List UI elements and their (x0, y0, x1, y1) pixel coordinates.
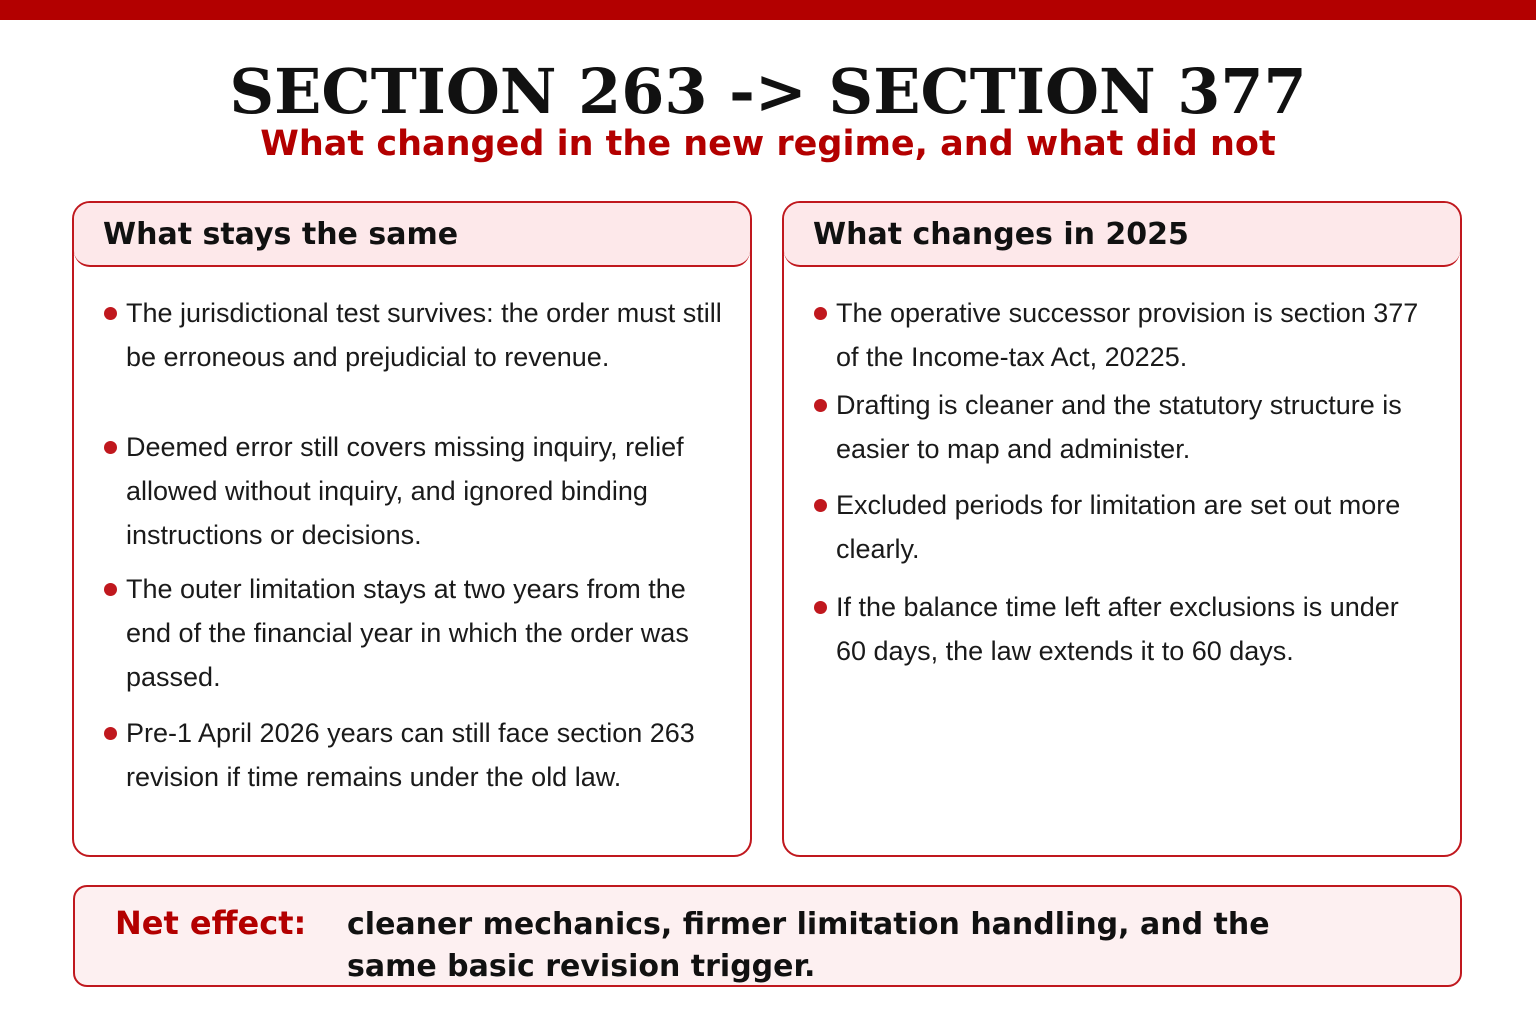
stays-same-item-1 (126, 291, 726, 379)
changes-item-text: The operative successor provision is section 377 of the Income-tax Act, 20225. (836, 298, 1419, 372)
changes-2025-heading: What changes in 2025 (784, 203, 1460, 267)
stays-same-item-2 (126, 425, 726, 557)
changes-item-4 (836, 585, 1426, 673)
bullet-dot-icon (814, 499, 827, 512)
changes-2025-panel (782, 201, 1462, 857)
bullet-dot-icon (104, 441, 117, 454)
bullet-dot-icon (814, 307, 827, 320)
net-effect-text: cleaner mechanics, firmer limitation handling, and the same basic revision trigger. (347, 907, 1270, 984)
changes-item-text: Drafting is cleaner and the statutory structure is easier to map and administer. (836, 390, 1402, 464)
page-title: SECTION 263 -> SECTION 377 (229, 55, 1307, 128)
bullet-dot-icon (814, 601, 827, 614)
changes-item-text: Excluded periods for limitation are set out more clearly. (836, 490, 1401, 564)
net-effect-box (73, 885, 1462, 987)
top-accent-bar (0, 0, 1536, 20)
bullet-dot-icon (104, 307, 117, 320)
changes-item-2 (836, 383, 1426, 471)
changes-item-3 (836, 483, 1426, 571)
stays-same-item-text: The jurisdictional test survives: the order must still be erroneous and prejudicial to revenue. (126, 298, 722, 372)
bullet-dot-icon (814, 399, 827, 412)
changes-item-1 (836, 291, 1426, 379)
page-subtitle: What changed in the new regime, and what did not (260, 124, 1276, 164)
stays-same-heading: What stays the same (74, 203, 750, 267)
net-effect-label: Net effect: (115, 904, 307, 942)
stays-same-item-4 (126, 711, 726, 799)
stays-same-panel (72, 201, 752, 857)
stays-same-item-text: Pre-1 April 2026 years can still face section 263 revision if time remains under the old law. (126, 718, 695, 792)
bullet-dot-icon (104, 727, 117, 740)
stays-same-item-text: Deemed error still covers missing inquiry, relief allowed without inquiry, and ignored binding instructions or decisions. (126, 432, 684, 550)
stays-same-item-text: The outer limitation stays at two years from the end of the financial year in which the order was passed. (126, 574, 689, 692)
stays-same-item-3 (126, 567, 726, 699)
bullet-dot-icon (104, 583, 117, 596)
changes-item-text: If the balance time left after exclusions is under 60 days, the law extends it to 60 days. (836, 592, 1399, 666)
